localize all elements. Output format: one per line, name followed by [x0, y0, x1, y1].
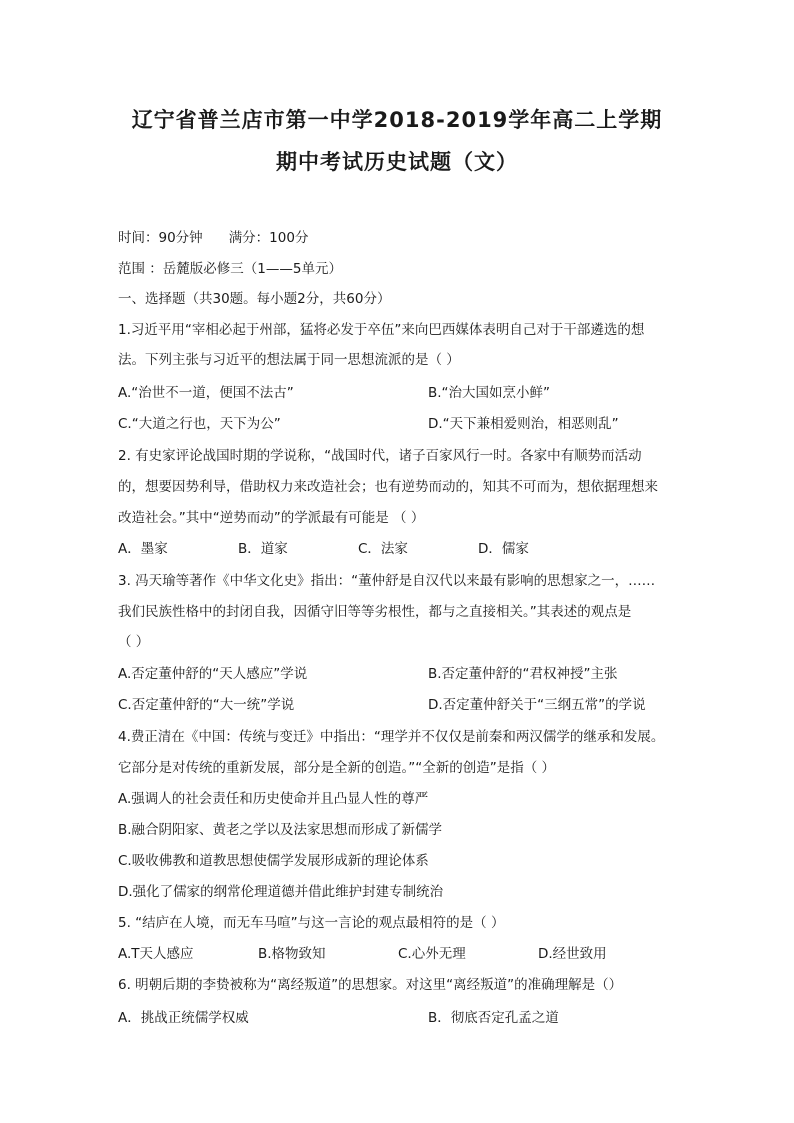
- exam-info-row: [118, 228, 308, 248]
- q2-option-d: D．儒家: [478, 541, 529, 557]
- q6-option-a: A．挑战正统儒学权威: [118, 1010, 249, 1026]
- q5-stem-line1: 5. “结庐在人境，而无车马喧”与这一言论的观点最相符的是（ ）: [118, 915, 505, 931]
- q6-stem-line1: 6. 明朝后期的李贽被称为“离经叛道”的思想家。对这里“离经叛道”的准确理解是（）: [118, 977, 623, 993]
- q1-option-c: C.“大道之行也，天下为公”: [118, 416, 281, 432]
- q5-option-d: D.经世致用: [538, 946, 607, 962]
- q4-stem-line2: 它部分是对传统的重新发展，部分是全新的创造。”“全新的创造”是指（ ）: [118, 760, 556, 776]
- q2-options: [118, 539, 529, 559]
- q1-option-a: A.“治世不一道，便国不法古”: [118, 385, 294, 401]
- q4-option-c: C.吸收佛教和道教思想使儒学发展形成新的理论体系: [118, 853, 429, 869]
- q2-option-c: C．法家: [358, 541, 408, 557]
- exam-scope: 范围 ：岳麓版必修三（1——5单元）: [118, 261, 342, 277]
- q2-option-a: A．墨家: [118, 541, 168, 557]
- q2-stem-line2: 的，想要因势利导，借助权力来改造社会；也有逆势而动的，知其不可而为，想依据理想来: [118, 479, 658, 495]
- exam-time: 时间：90分钟: [118, 230, 203, 246]
- q6-option-b: B．彻底否定孔孟之道: [428, 1010, 559, 1026]
- q5-options: [118, 944, 607, 964]
- q5-option-a: A.T天人感应: [118, 946, 194, 962]
- exam-title-line1: 辽宁省普兰店市第一中学2018-2019学年高二上学期: [131, 108, 663, 132]
- q4-stem-line1: 4.费正清在《中国：传统与变迁》中指出：“理学并不仅仅是前秦和两汉儒学的继承和发展。: [118, 729, 665, 745]
- q2-option-b: B．道家: [238, 541, 288, 557]
- q1-option-d: D.“天下兼相爱则治，相恶则乱”: [428, 416, 619, 432]
- q1-stem-line2: 法。下列主张与习近平的想法属于同一思想流派的是（ ）: [118, 352, 460, 368]
- q3-stem-line3: （ ）: [118, 634, 150, 650]
- q3-option-c: C.否定董仲舒的“大一统”学说: [118, 697, 295, 713]
- q2-stem-line3: 改造社会。”其中“逆势而动”的学派最有可能是 （ ）: [118, 510, 425, 526]
- q3-option-b: B.否定董仲舒的“君权神授”主张: [428, 666, 618, 682]
- q3-stem-line2: 我们民族性格中的封闭自我，因循守旧等等劣根性，都与之直接相关。”其表述的观点是: [118, 604, 632, 620]
- q5-option-b: B.格物致知: [258, 946, 326, 962]
- q4-option-a: A.强调人的社会责任和历史使命并且凸显人性的尊严: [118, 791, 429, 807]
- q2-stem-line1: 2. 有史家评论战国时期的学说称，“战国时代，诸子百家风行一时。各家中有顺势而活动: [118, 448, 642, 464]
- q4-option-d: D.强化了儒家的纲常伦理道德并借此维护封建专制统治: [118, 884, 444, 900]
- q1-stem-line1: 1.习近平用“宰相必起于州部，猛将必发于卒伍”来向巴西媒体表明自己对于干部遴选的想: [118, 322, 645, 338]
- q5-option-c: C.心外无理: [398, 946, 466, 962]
- exam-title-line2: 期中考试历史试题（文）: [276, 150, 518, 174]
- exam-score: 满分：100分: [228, 230, 309, 246]
- q3-stem-line1: 3. 冯天瑜等著作《中华文化史》指出：“董仲舒是自汉代以来最有影响的思想家之一，……: [118, 573, 656, 589]
- q3-option-d: D.否定董仲舒关于“三纲五常”的学说: [428, 697, 646, 713]
- q1-option-b: B.“治大国如烹小鲜”: [428, 385, 551, 401]
- q4-option-b: B.融合阴阳家、黄老之学以及法家思想而形成了新儒学: [118, 822, 443, 838]
- section-heading: 一、选择题（共30题。每小题2分，共60分）: [118, 291, 391, 307]
- q3-option-a: A.否定董仲舒的“天人感应”学说: [118, 666, 308, 682]
